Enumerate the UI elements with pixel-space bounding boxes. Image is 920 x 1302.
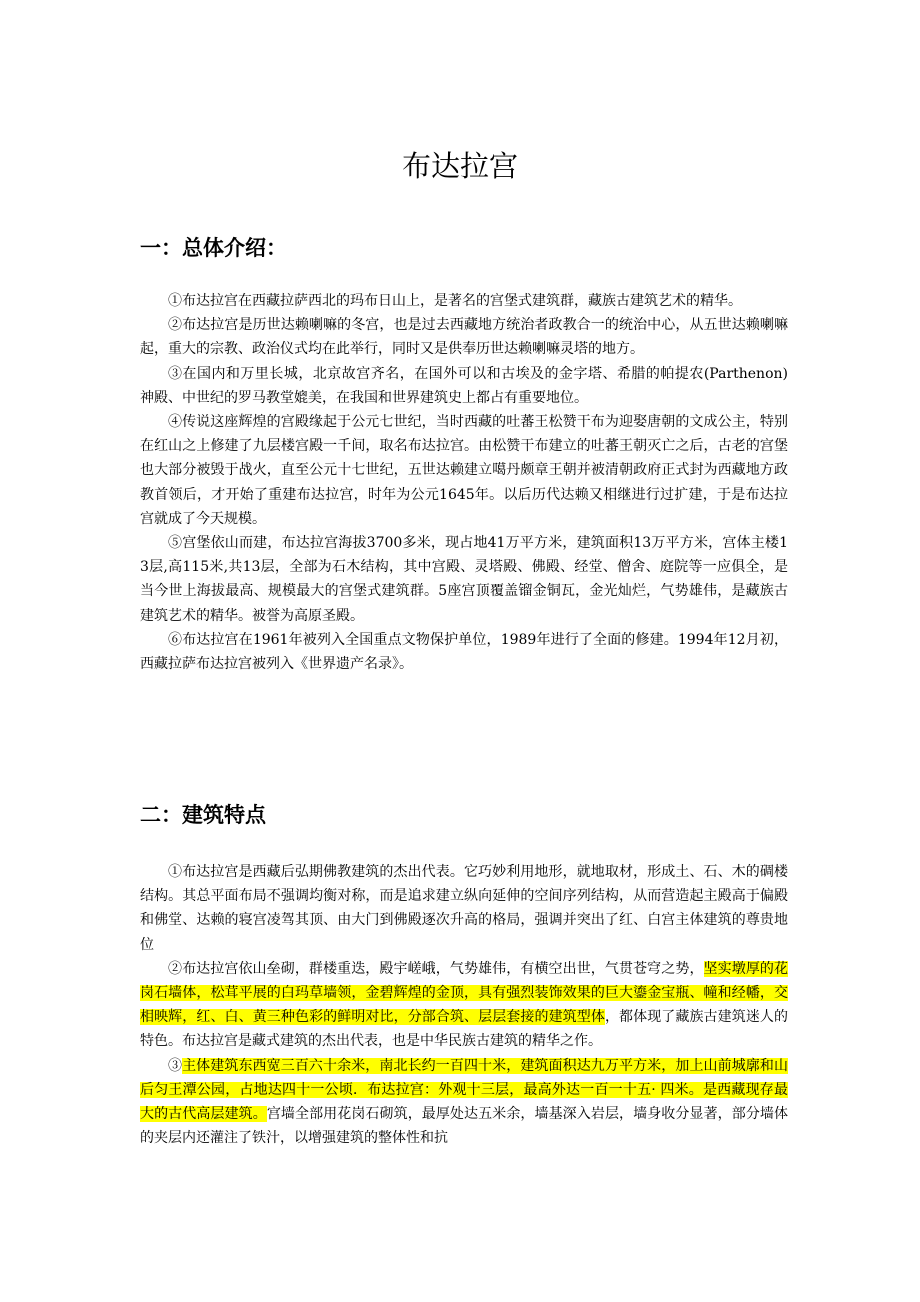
paragraph: ⑤宫堡依山而建，布达拉宫海拔3700多米，现占地41万平方米，建筑面积13万平方米，宫体主楼13层,高115米,共13层，全部为石木结构，其中宫殿、灵塔殿、佛殿、经堂、僧舍、庭院等一应俱全，是当今世上海拔最高、规模最大的宫堡式建筑群。5座宫顶覆盖镏金铜瓦，金光灿烂，气势雄伟，是藏族古建筑艺术的精华。被誉为高原圣殿。	[140, 535, 788, 624]
text-run: ③	[168, 1057, 183, 1074]
highlighted-text: 主体建筑东西宽三百六十余米，南北长约一百四十米，建筑面积达九万平方米，加上山前城廓和山后匀王潭公园，占地达四十一公顷．布达拉宫：外观十三层，最高外达一百一十五· 四米。是西藏现存最大的古代高层建筑。	[140, 1057, 788, 1123]
paragraph: ①布达拉宫在西藏拉萨西北的玛布日山上，是著名的宫堡式建筑群，藏族古建筑艺术的精华。	[168, 293, 742, 309]
text-run: ，都体现了藏族古建筑迷人的特色。布达拉宫是藏式建筑的杰出代表，也是中华民族古建筑的精华之作。	[140, 1009, 789, 1050]
section-1-heading: 一：总体介绍：	[140, 236, 287, 260]
section-2-body	[140, 860, 788, 1150]
highlighted-text: 坚实墩厚的花岗石墙体，松茸平展的白玛草墙领，金碧辉煌的金顶，具有强烈装饰效果的巨大鎏金宝瓶、幢和经幡，交相映辉，红、白、黄三种色彩的鲜明对比，分部合筑、层层套接的建筑型体	[140, 960, 789, 1026]
paragraph: ①布达拉宫是西藏后弘期佛教建筑的杰出代表。它巧妙利用地形，就地取材，形成土、石、木的碉楼结构。其总平面布局不强调均衡对称，而是追求建立纵向延伸的空间序列结构，从而营造起主殿高于偏殿和佛堂、达赖的寝宫凌驾其顶、由大门到佛殿逐次升高的格局，强调并突出了红、白宫主体建筑的尊贵地位	[140, 864, 788, 953]
section-1-body	[140, 289, 788, 676]
paragraph: ③在国内和万里长城，北京故宫齐名，在国外可以和古埃及的金字塔、希腊的帕提农(Parthenon) 神殿、中世纪的罗马教堂媲美，在我国和世界建筑史上都占有重要地位。	[140, 365, 788, 406]
paragraph: ④传说这座辉煌的宫殿缘起于公元七世纪，当时西藏的吐蕃王松赞干布为迎娶唐朝的文成公主，特别在红山之上修建了九层楼宫殿一千间，取名布达拉宫。由松赞干布建立的吐蕃王朝灭亡之后，古老的宫堡也大部分被毁于战火，直至公元十七世纪，五世达赖建立噶丹颇章王朝并被清朝政府正式封为西藏地方政教首领后，才开始了重建布达拉宫，时年为公元1645年。以后历代达赖又相继进行过扩建，于是布达拉宫就成了今天规模。	[140, 414, 788, 527]
page-title: 布达拉宫	[401, 149, 518, 183]
paragraph	[140, 957, 788, 1054]
paragraph: ⑥布达拉宫在1961年被列入全国重点文物保护单位，1989年进行了全面的修建。1994年12月初，西藏拉萨布达拉宫被列入《世界遗产名录》。	[140, 631, 788, 673]
paragraph: ②布达拉宫是历世达赖喇嘛的冬宫，也是过去西藏地方统治者政教合一的统治中心，从五世达赖喇嘛起，重大的宗教、政治仪式均在此举行，同时又是供奉历世达赖喇嘛灵塔的地方。	[140, 317, 788, 358]
text-run: ②布达拉宫依山垒砌，群楼重迭，殿宇嵯峨，气势雄伟，有横空出世，气贯苍穹之势，	[168, 960, 704, 977]
section-2-heading: 二：建筑特点	[140, 803, 266, 827]
paragraph	[140, 1054, 788, 1151]
text-run: 宫墙全部用花岗石砌筑，最厚处达五米余，墙基深入岩层，墙身收分显著，部分墙体的夹层内还灌注了铁汁，以增强建筑的整体性和抗	[140, 1106, 789, 1147]
